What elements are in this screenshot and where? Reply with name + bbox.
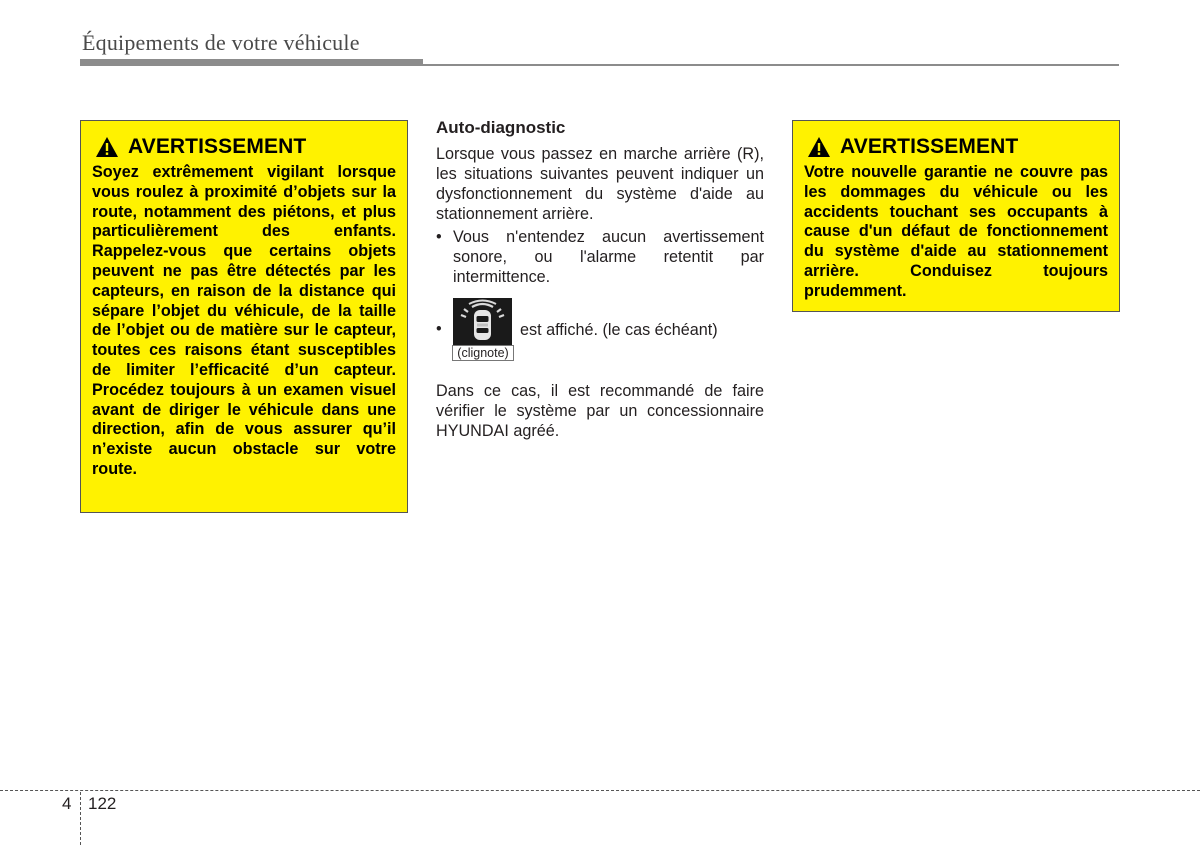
bullet-list xyxy=(436,227,764,287)
header-rule-thin xyxy=(423,64,1119,66)
footer-dashed-rule xyxy=(0,790,1200,791)
warning-title: AVERTISSEMENT xyxy=(128,135,307,158)
chapter-number: 4 xyxy=(62,794,72,813)
warning-body: Votre nouvelle garantie ne couvre pas les dommages du véhicule ou les accidents touchant ses occupants à cause d'un défaut de fonctionnement du système d'aide au stationnement arrière. Conduisez toujours prudemment. xyxy=(804,163,1108,300)
warning-triangle-icon xyxy=(95,136,119,158)
intro-paragraph: Lorsque vous passez en marche arrière (R), les situations suivantes peuvent indiquer un dysfonctionnement du système d'aide au stationnement arrière. xyxy=(436,145,764,223)
indicator-bullet xyxy=(436,298,764,368)
header-rule-thick xyxy=(80,59,423,66)
warning-header xyxy=(92,131,396,163)
indicator-caption: (clignote) xyxy=(452,345,514,361)
bullet-text: Vous n'entendez aucun avertissement sonore, ou l'alarme retentit par intermittence. xyxy=(453,228,764,286)
warning-triangle-icon xyxy=(807,136,831,158)
indicator-text: est affiché. (le cas échéant) xyxy=(520,321,718,339)
warning-header xyxy=(804,131,1108,163)
page-number: 122 xyxy=(88,794,117,813)
closing-paragraph: Dans ce cas, il est recommandé de faire vérifier le système par un concessionnaire HYUNDAI agréé. xyxy=(436,382,764,440)
warning-title: AVERTISSEMENT xyxy=(840,135,1019,158)
warning-body: Soyez extrêmement vigilant lorsque vous roulez à proximité d’objets sur la route, notamment des piétons, et plus particulièrement des enfants. Rappelez-vous que certains objets peuvent ne pas être détectés par les capteurs, en raison de la distance qui sépare l’objet du véhicule, de la taille de l’objet ou de matière sur le capteur, toutes ces raisons étant susceptibles de limiter l’efficacité d’un capteur. Procédez toujours à un examen visuel avant de diriger le véhicule dans une direction, afin de vous assurer qu’il n’existe aucun obstacle sur votre route. xyxy=(92,163,396,478)
section-title: Auto-diagnostic xyxy=(436,118,566,137)
warning-box-right xyxy=(792,120,1120,312)
parking-sensor-icon xyxy=(453,298,512,345)
footer-vertical-dashed-rule xyxy=(80,792,81,845)
list-item xyxy=(436,227,764,287)
page-header-title: Équipements de votre véhicule xyxy=(82,30,360,55)
warning-box-left xyxy=(80,120,408,513)
auto-diagnostic-section xyxy=(436,118,764,441)
bullet-dot: • xyxy=(436,228,442,246)
bullet-dot: • xyxy=(436,320,442,338)
